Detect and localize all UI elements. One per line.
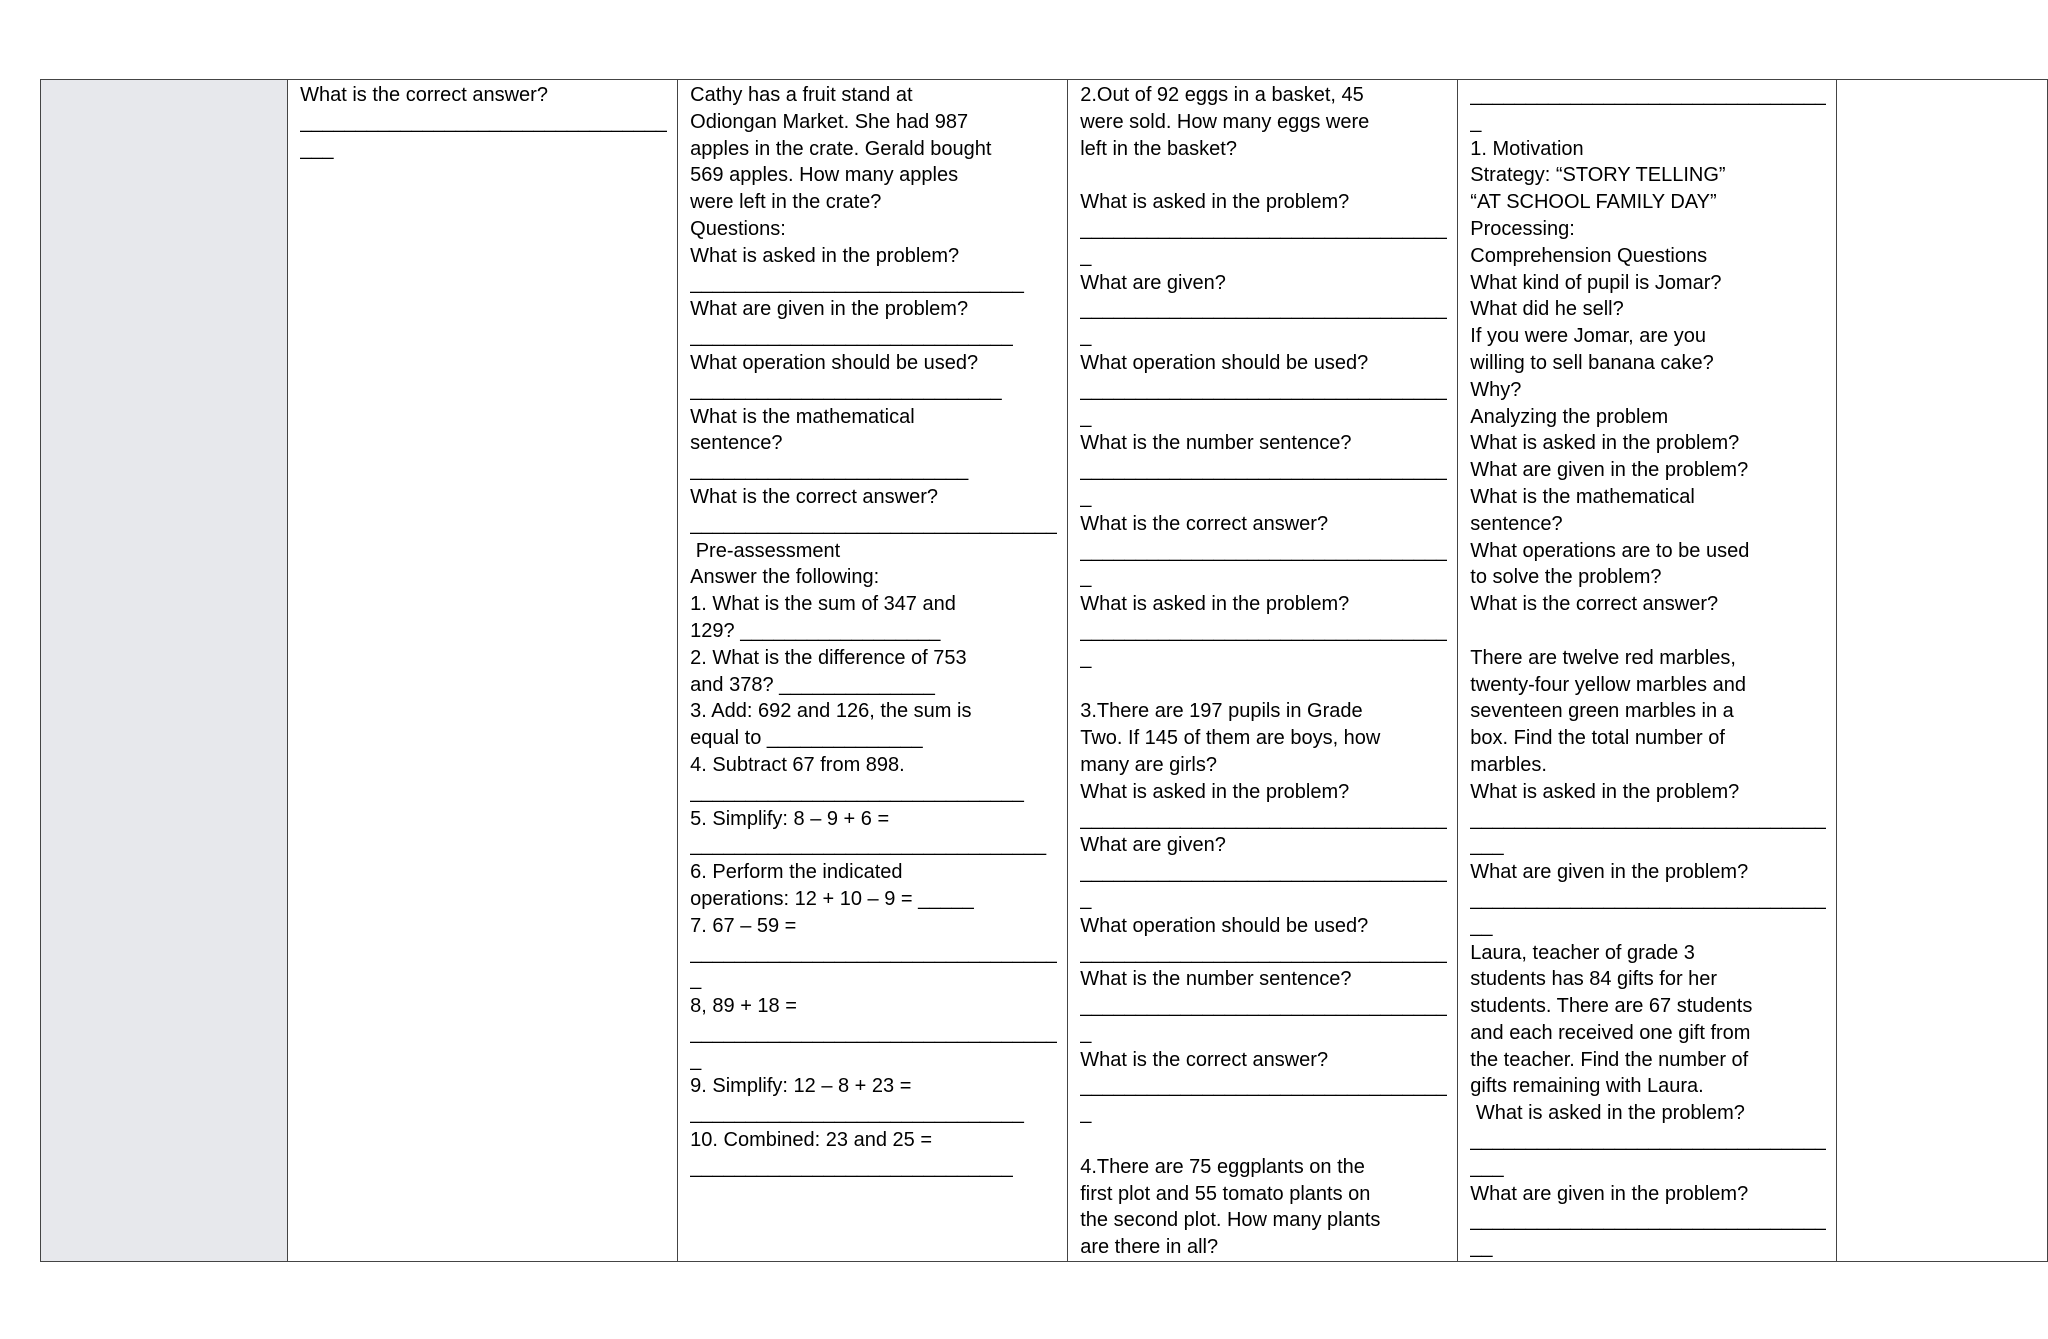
text-line: ______________________________ <box>690 271 1024 294</box>
text-line: to solve the problem? <box>1470 566 1662 589</box>
text-line: _____________________________ <box>690 325 1013 348</box>
text-line: _ <box>1080 566 1092 589</box>
text-line: _ <box>1080 646 1092 669</box>
text-line: 7. 67 – 59 = <box>690 914 797 937</box>
cell-text-2 <box>300 82 667 162</box>
text-line: What kind of pupil is Jomar? <box>1470 271 1722 294</box>
text-line: ________________________________ <box>1470 807 1827 830</box>
text-line: box. Find the total number of <box>1470 727 1725 750</box>
text-line: Why? <box>1470 378 1522 401</box>
lesson-plan-table <box>40 79 2048 1262</box>
cell-text-3 <box>690 82 1057 1181</box>
text-line: What is asked in the problem? <box>1470 1102 1745 1125</box>
text-line: _________________________________ <box>1080 298 1448 321</box>
text-line: What is asked in the problem? <box>1470 432 1740 455</box>
text-line: apples in the crate. Gerald bought <box>690 137 992 160</box>
text-line: What is asked in the problem? <box>1080 780 1350 803</box>
text-line: were sold. How many eggs were <box>1080 110 1370 133</box>
text-line: _________________________________ <box>1080 941 1448 964</box>
text-line: ________________________________ <box>1470 1209 1827 1232</box>
cell-text-4 <box>1080 82 1447 1261</box>
text-line: 4. Subtract 67 from 898. <box>690 753 905 776</box>
text-line: What is the mathematical <box>1470 485 1695 508</box>
text-line: What is asked in the problem? <box>1080 593 1350 616</box>
text-line: _____________________________ <box>690 1155 1013 1178</box>
text-line: Cathy has a fruit stand at <box>690 84 913 106</box>
text-line: What are given in the problem? <box>1470 459 1749 482</box>
text-line: _________________________________ <box>1080 459 1448 482</box>
text-line: 1. What is the sum of 347 and <box>690 593 956 616</box>
text-line: What is the correct answer? <box>1080 1048 1329 1071</box>
text-line: 3.There are 197 pupils in Grade <box>1080 700 1363 723</box>
text-line: Answer the following: <box>690 566 880 589</box>
text-line: _ <box>1080 244 1092 267</box>
text-line: many are girls? <box>1080 753 1217 776</box>
cell-text-5 <box>1470 82 1826 1261</box>
text-line: _________________________________ <box>1080 995 1448 1018</box>
text-line: What is the number sentence? <box>1080 968 1352 991</box>
text-line: _________________________________ <box>1080 217 1448 240</box>
text-line: Comprehension Questions <box>1470 244 1708 267</box>
text-line: 569 apples. How many apples <box>690 164 959 187</box>
text-line: 8, 89 + 18 = <box>690 995 797 1018</box>
text-line: Strategy: “STORY TELLING” <box>1470 164 1726 187</box>
table-cell-2 <box>288 80 678 1262</box>
text-line: the second plot. How many plants <box>1080 1209 1381 1232</box>
text-line: _________________________________ <box>690 1021 1058 1044</box>
table-cell-4 <box>1068 80 1458 1262</box>
text-line: equal to ______________ <box>690 727 923 750</box>
text-line: What is the correct answer? <box>300 84 548 106</box>
text-line: What operation should be used? <box>1080 914 1369 937</box>
text-line: What are given? <box>1080 834 1226 857</box>
text-line: ________________________________ <box>690 834 1047 857</box>
table-row <box>41 80 2048 1262</box>
text-line: _ <box>690 968 702 991</box>
text-line: _________________________________ <box>300 110 668 133</box>
text-line: Analyzing the problem <box>1470 405 1669 428</box>
text-line: _________________________________ <box>1080 1075 1448 1098</box>
text-line: What are given in the problem? <box>1470 861 1749 884</box>
text-line: Odiongan Market. She had 987 <box>690 110 969 133</box>
text-line: Two. If 145 of them are boys, how <box>1080 727 1381 750</box>
text-line: willing to sell banana cake? <box>1470 351 1714 374</box>
text-line <box>1080 672 1447 699</box>
text-line: 129? __________________ <box>690 619 941 642</box>
text-line: _ <box>1080 405 1092 428</box>
text-line: What are given in the problem? <box>690 298 969 321</box>
text-line: What is the number sentence? <box>1080 432 1352 455</box>
text-line: Laura, teacher of grade 3 <box>1470 941 1695 964</box>
text-line: ____________________________ <box>690 378 1002 401</box>
text-line: _________________________________ <box>690 941 1058 964</box>
text-line: What operation should be used? <box>1080 351 1369 374</box>
text-line: _ <box>690 1048 702 1071</box>
text-line: __ <box>1470 1236 1493 1259</box>
text-line: twenty-four yellow marbles and <box>1470 673 1746 696</box>
text-line: ______________________________ <box>690 1102 1024 1125</box>
text-line: If you were Jomar, are you <box>1470 325 1706 348</box>
text-line: Questions: <box>690 217 786 240</box>
text-line: _ <box>1080 887 1092 910</box>
text-line: left in the basket? <box>1080 137 1237 160</box>
text-line: What is asked in the problem? <box>690 244 960 267</box>
text-line: 6. Perform the indicated <box>690 861 903 884</box>
text-line: What is the correct answer? <box>1080 512 1329 535</box>
table-cell-5 <box>1458 80 1837 1262</box>
text-line: There are twelve red marbles, <box>1470 646 1736 669</box>
text-line: 5. Simplify: 8 – 9 + 6 = <box>690 807 890 830</box>
text-line: ___ <box>300 137 334 160</box>
text-line: _________________________ <box>690 459 969 482</box>
text-line: and each received one gift from <box>1470 1021 1751 1044</box>
text-line <box>1470 618 1826 645</box>
text-line: ___ <box>1470 1155 1504 1178</box>
text-line <box>1080 162 1447 189</box>
text-line: sentence? <box>690 432 783 455</box>
text-line: students. There are 67 students <box>1470 995 1753 1018</box>
text-line: _ <box>1080 325 1092 348</box>
text-line: What are given? <box>1080 271 1226 294</box>
text-line: What operation should be used? <box>690 351 979 374</box>
text-line: _________________________________ <box>1080 539 1448 562</box>
text-line: _________________________________ <box>690 512 1058 535</box>
text-line: and 378? ______________ <box>690 673 935 696</box>
text-line: 3. Add: 692 and 126, the sum is <box>690 700 972 723</box>
text-line: 2. What is the difference of 753 <box>690 646 967 669</box>
text-line: _ <box>1080 1021 1092 1044</box>
text-line: “AT SCHOOL FAMILY DAY” <box>1470 191 1717 214</box>
text-line: _________________________________ <box>1080 378 1448 401</box>
text-line: _________________________________ <box>1080 619 1448 642</box>
text-line: sentence? <box>1470 512 1563 535</box>
text-line: the teacher. Find the number of <box>1470 1048 1749 1071</box>
text-line: What are given in the problem? <box>1470 1182 1749 1205</box>
text-line <box>1080 1127 1447 1154</box>
text-line: What is the correct answer? <box>690 485 939 508</box>
text-line: 2.Out of 92 eggs in a basket, 45 <box>1080 84 1364 106</box>
text-line: ______________________________ <box>690 780 1024 803</box>
text-line: 10. Combined: 23 and 25 = <box>690 1129 933 1152</box>
text-line: Processing: <box>1470 217 1575 240</box>
text-line: are there in all? <box>1080 1236 1219 1259</box>
text-line: students has 84 gifts for her <box>1470 968 1718 991</box>
text-line: What is asked in the problem? <box>1080 191 1350 214</box>
text-line: _ <box>1080 1102 1092 1125</box>
table-cell-3 <box>678 80 1068 1262</box>
text-line: What is asked in the problem? <box>1470 780 1740 803</box>
text-line: first plot and 55 tomato plants on <box>1080 1182 1371 1205</box>
text-line: ________________________________ <box>1470 1129 1827 1152</box>
text-line: 1. Motivation <box>1470 137 1584 160</box>
text-line: _ <box>1470 110 1482 133</box>
text-line: __ <box>1470 914 1493 937</box>
text-line: _________________________________ <box>1080 861 1448 884</box>
text-line: seventeen green marbles in a <box>1470 700 1734 723</box>
text-line: marbles. <box>1470 753 1547 776</box>
text-line: What is the mathematical <box>690 405 915 428</box>
text-line: ________________________________ <box>1470 887 1827 910</box>
text-line: What did he sell? <box>1470 298 1624 321</box>
text-line: Pre-assessment <box>690 539 841 562</box>
table-cell-1 <box>41 80 288 1262</box>
text-line: ________________________________ <box>1470 84 1827 106</box>
text-line: 9. Simplify: 12 – 8 + 23 = <box>690 1075 912 1098</box>
table-cell-6 <box>1837 80 2048 1262</box>
text-line: _________________________________ <box>1080 807 1448 830</box>
text-line: ___ <box>1470 834 1504 857</box>
text-line: _ <box>1080 485 1092 508</box>
text-line: gifts remaining with Laura. <box>1470 1075 1704 1098</box>
text-line: were left in the crate? <box>690 191 882 214</box>
text-line: operations: 12 + 10 – 9 = _____ <box>690 887 974 910</box>
text-line: 4.There are 75 eggplants on the <box>1080 1155 1365 1178</box>
text-line: What operations are to be used <box>1470 539 1750 562</box>
text-line: What is the correct answer? <box>1470 593 1719 616</box>
